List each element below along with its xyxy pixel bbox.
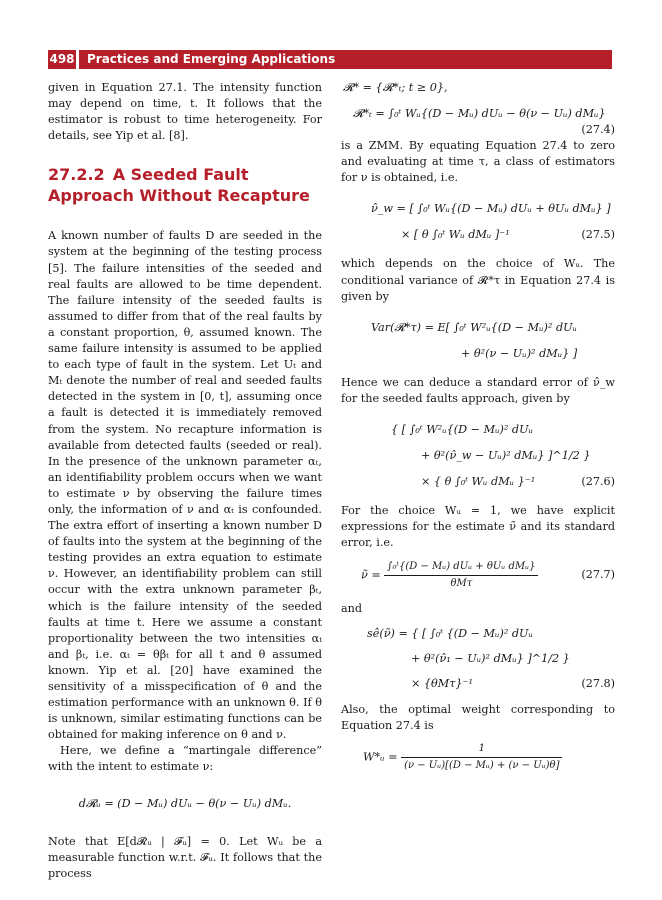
eq-line: sê(ν̃) = { [ ∫₀ᵗ {(D − Mᵤ)² dUᵤ [367,627,533,641]
paragraph: given in Equation 27.1. The intensity function may depend on time, t. It follows that the estimator is robust to time heterogeneity. For details, see Yip et al. [8]. [48,81,322,143]
eq-line-text: × {θMτ}⁻¹ [411,677,473,691]
paragraph: Note that E[d𝓡ᵤ | 𝓕ᵤ] = 0. Let Wᵤ be a measurable function w.r.t. 𝓕ᵤ. It follows that the process [48,834,322,880]
eq-line: { [ ∫₀ᵗ W²ᵤ{(D − Mᵤ)² dUᵤ [391,422,533,436]
eq-line [341,671,615,696]
equation-number-row [341,122,615,138]
equation-number: (27.5) [581,228,615,242]
section-title: A Seeded Fault Approach Without Recapture [48,165,310,206]
paragraph: Hence we can deduce a standard error of ν̂_w for the seeded faults approach, given by [341,375,615,405]
page-number: 498 [48,50,76,69]
section-number: 27.2.2 [48,165,105,185]
equation-set: 𝓡* = {𝓡*ₜ; t ≥ 0}, [343,81,448,94]
fraction [384,559,538,592]
eq-line: + θ²(ν̂₁ − Uᵤ)² dMᵤ} ]^1/2 } [411,652,570,666]
right-column [341,80,615,774]
left-column [48,80,322,882]
eq-rhs: Wᵤ{(D − Mᵤ) dUᵤ − θ(ν − Uᵤ) dMᵤ} [404,107,606,121]
eq-line: + θ²(ν̂_w − Uᵤ)² dMᵤ} ]^1/2 } [421,448,591,462]
equation-number: (27.8) [581,677,615,691]
eq-line [341,469,615,495]
running-title: Practices and Emerging Applications [79,50,612,69]
equation-27-4 [341,106,615,122]
equation-27-7 [341,559,615,595]
variance-equation [341,315,615,367]
paragraph: which depends on the choice of Wᵤ. The conditional variance of 𝓡*τ in Equation 27.4 is given by [341,257,615,303]
equation-27-5 [341,196,615,248]
equation-number: (27.6) [581,474,615,488]
martingale-equation: d𝓡ᵤ = (D − Mᵤ) dUᵤ − θ(ν − Uᵤ) dMᵤ. [78,796,292,810]
eq-lhs: W*ᵤ = [363,750,398,764]
paragraph: Here, we define a “martingale difference” with the intent to estimate ν: [48,744,322,774]
fraction [401,741,562,774]
eq-lhs: 𝓡*ₜ = ∫₀ᵗ [353,107,402,121]
numerator: 1 [401,741,562,758]
eq-line: ν̂_w = [ ∫₀ᵗ Wᵤ{(D − Mᵤ) dUᵤ + θUᵤ dMᵤ} ] [371,202,611,216]
paragraph: A known number of faults D are seeded in the system at the beginning of the testing process [5]. The failure intensities of the seeded and real faults are allowed to be time dependent. The failure intensity of the seeded faults is assumed to differ from that of the real faults by a constant proportion, θ, assumed known. The same failure intensity is assumed to be applied to each type of fault in the system. Let Uₜ and Mₜ denote the number of real and seeded faults detected in the system in [0, t], assuming once a fault is detected it is immediately removed from the system. No recapture information is available from detected faults (seeded or real). In the presence of the unknown parameter αₜ, an identifiability problem occurs when we want to estimate ν by observing the failure times only, the information of ν and αₜ is confounded. The extra effort of inserting a known number D of faults into the system at the beginning of the testing provides an extra equation to estimate ν. However, an identifiability problem can still occur with the extra unknown parameter βₜ, which is the failure intensity of the seeded faults at time t. Here we assume a constant proportionality between the two intensities αₜ and βₜ, i.e. αₜ = θβₜ for all t and θ assumed known. Yip et al. [20] have examined the sensitivity of a misspecification of θ and the estimation performance with an unknown θ. If θ is unknown, similar estimating functions can be obtained for making inference on θ and ν. [48,229,322,742]
equation-27-6 [341,417,615,495]
paragraph: For the choice Wᵤ = 1, we have explicit expressions for the estimate ν̃ and its standard error, i.e. [341,503,615,550]
equation-number: (27.4) [581,123,615,137]
section-heading [48,164,322,206]
paragraph: Also, the optimal weight corresponding to Equation 27.4 is [341,703,615,733]
running-header [48,50,612,69]
equation-number: (27.7) [581,568,615,582]
eq-line [341,222,615,248]
paragraph: and [341,602,363,616]
paragraph: is a ZMM. By equating Equation 27.4 to zero and evaluating at time τ, a class of estimators for ν is obtained, i.e. [341,139,615,185]
eq-line: + θ²(ν − Uᵤ)² dMᵤ} ] [461,346,578,360]
optimal-weight-equation [341,741,615,774]
denominator: (ν − Uᵤ)[(D − Mᵤ) + (ν − Uᵤ)θ] [404,759,560,771]
eq-line-text: × { θ ∫₀ᵗ Wᵤ dMᵤ }⁻¹ [421,474,536,488]
denominator: θMτ [450,578,473,590]
eq-lhs: ν̃ = [361,568,381,582]
eq-line: Var(𝓡*τ) = E[ ∫₀ᵗ W²ᵤ{(D − Mᵤ)² dUᵤ [371,320,577,334]
eq-line-text: × [ θ ∫₀ᵗ Wᵤ dMᵤ ]⁻¹ [401,228,510,242]
numerator: ∫₀ᵗ{(D − Mᵤ) dUᵤ + θUᵤ dMᵤ} [384,559,538,576]
equation-27-8 [341,621,615,696]
